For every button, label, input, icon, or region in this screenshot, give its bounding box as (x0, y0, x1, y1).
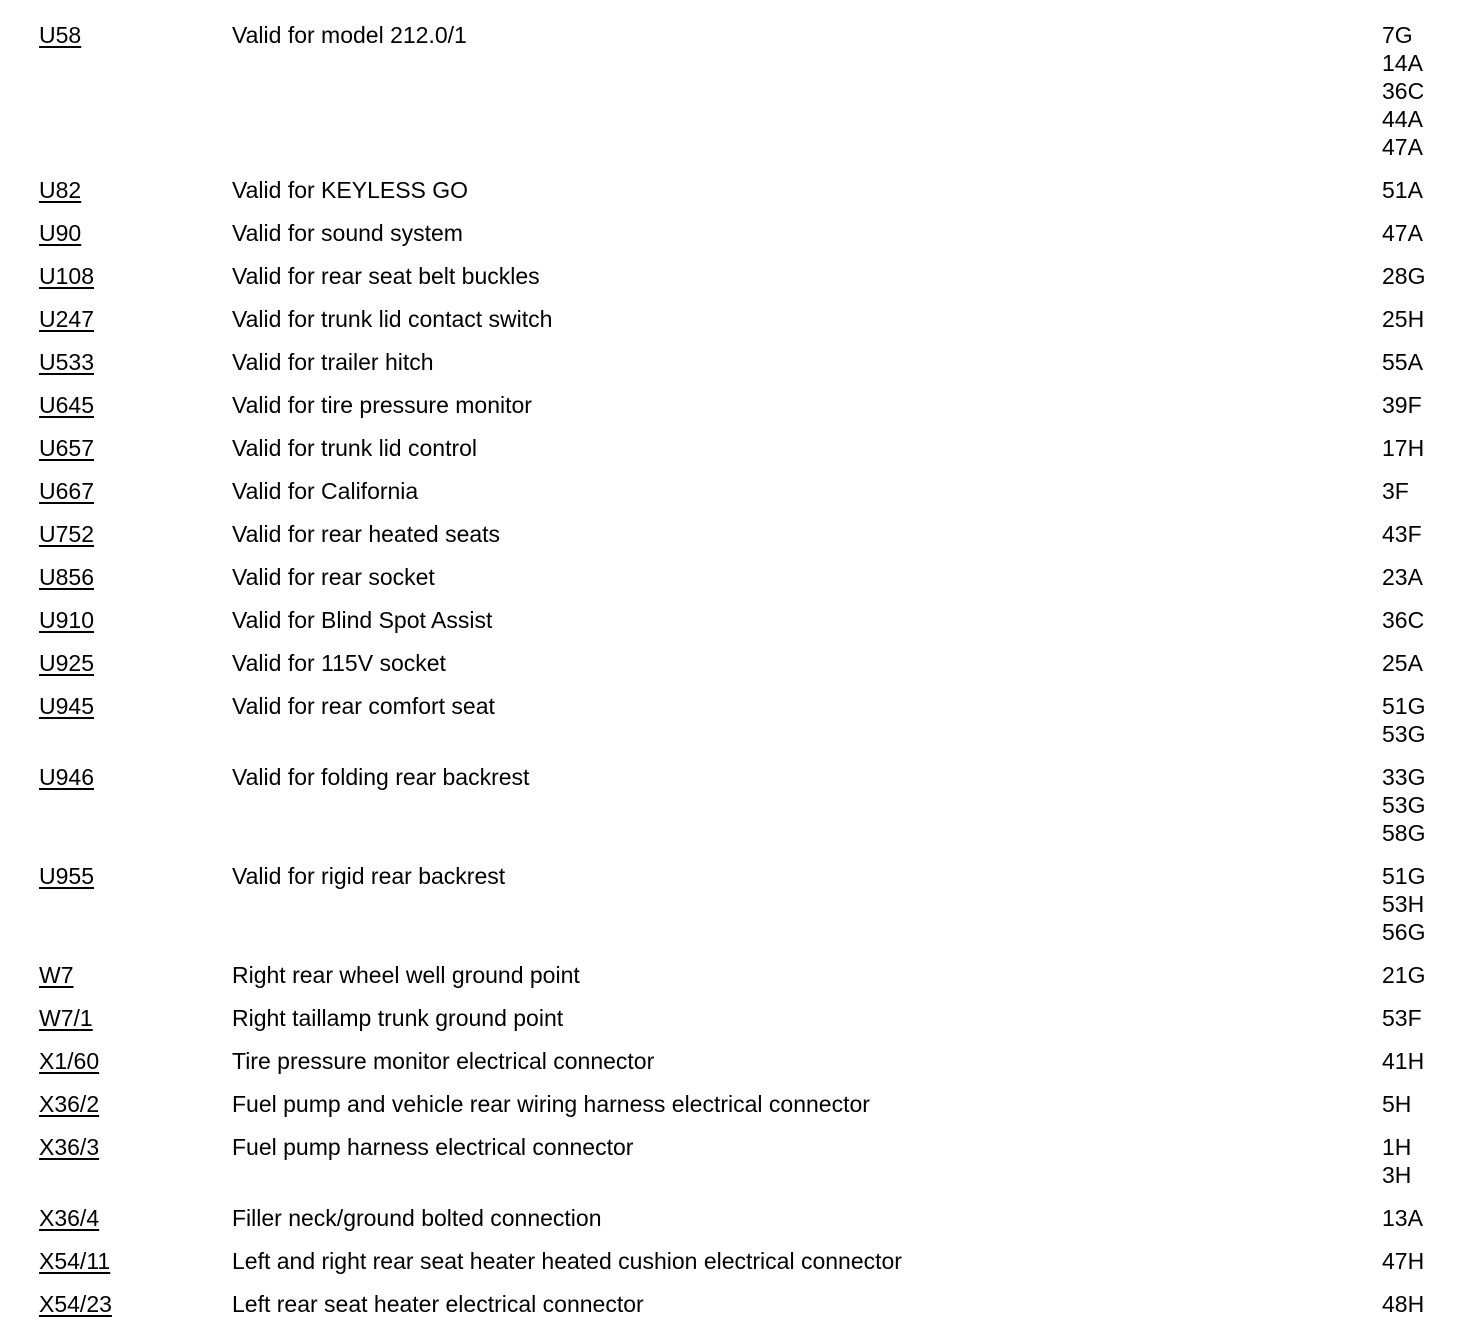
grid-reference: 58G (1382, 820, 1426, 846)
grid-reference-list (1382, 763, 1425, 847)
grid-reference: 17H (1382, 435, 1425, 461)
component-code-link[interactable]: U955 (39, 863, 94, 889)
component-code-link[interactable]: U533 (39, 349, 94, 375)
grid-reference-list (1382, 649, 1423, 677)
component-description: Valid for rear socket (232, 564, 435, 590)
grid-reference: 13A (1382, 1205, 1423, 1231)
grid-reference-list (1382, 434, 1424, 462)
grid-reference: 3H (1382, 1162, 1412, 1188)
grid-reference-list (1382, 262, 1425, 290)
grid-reference: 51A (1382, 177, 1423, 203)
component-description: Valid for rear heated seats (232, 521, 501, 547)
component-description: Tire pressure monitor electrical connector (232, 1048, 655, 1074)
component-code-link[interactable]: W7 (39, 962, 74, 988)
grid-reference-list (1382, 1290, 1424, 1318)
component-description: Valid for folding rear backrest (232, 764, 530, 790)
grid-reference-list (1382, 961, 1425, 989)
component-code-link[interactable]: U58 (39, 22, 82, 48)
grid-reference-list (1382, 391, 1422, 419)
grid-reference-list (1382, 1004, 1422, 1032)
grid-reference-list (1382, 21, 1424, 161)
component-code-link[interactable]: U247 (39, 306, 94, 332)
component-code-link[interactable]: U856 (39, 564, 94, 590)
component-code-link[interactable]: X1/60 (39, 1048, 100, 1074)
grid-reference: 51G (1382, 693, 1426, 719)
grid-reference-list (1382, 520, 1422, 548)
component-description: Valid for sound system (232, 220, 463, 246)
grid-reference: 55A (1382, 349, 1423, 375)
component-description: Valid for rigid rear backrest (232, 863, 506, 889)
component-description: Valid for model 212.0/1 (232, 22, 467, 48)
component-description: Valid for rear seat belt buckles (232, 263, 540, 289)
component-code-link[interactable]: U945 (39, 693, 94, 719)
grid-reference: 53G (1382, 721, 1426, 747)
grid-reference-list (1382, 692, 1425, 748)
component-description: Valid for California (232, 478, 419, 504)
component-description: Valid for 115V socket (232, 650, 446, 676)
grid-reference: 7G (1382, 22, 1413, 48)
component-code-link[interactable]: U910 (39, 607, 94, 633)
grid-reference: 44A (1382, 106, 1423, 132)
grid-reference: 23A (1382, 564, 1423, 590)
component-code-link[interactable]: X54/11 (39, 1248, 111, 1274)
grid-reference-list (1382, 219, 1423, 247)
grid-reference: 36C (1382, 607, 1425, 633)
component-code-link[interactable]: X36/2 (39, 1091, 100, 1117)
grid-reference: 28G (1382, 263, 1426, 289)
component-code-link[interactable]: U752 (39, 521, 94, 547)
grid-reference: 5H (1382, 1091, 1412, 1117)
grid-reference: 56G (1382, 919, 1426, 945)
component-code-link[interactable]: U645 (39, 392, 94, 418)
component-code-link[interactable]: X36/3 (39, 1134, 100, 1160)
component-description: Valid for rear comfort seat (232, 693, 495, 719)
component-description: Right rear wheel well ground point (232, 962, 580, 988)
component-description: Fuel pump harness electrical connector (232, 1134, 634, 1160)
grid-reference: 39F (1382, 392, 1422, 418)
grid-reference: 25H (1382, 306, 1425, 332)
grid-reference: 47H (1382, 1248, 1425, 1274)
component-description: Valid for Blind Spot Assist (232, 607, 493, 633)
component-description: Valid for trailer hitch (232, 349, 434, 375)
grid-reference-list (1382, 1090, 1411, 1118)
component-code-link[interactable]: U925 (39, 650, 94, 676)
grid-reference-list (1382, 305, 1424, 333)
component-description: Left rear seat heater electrical connector (232, 1291, 644, 1317)
component-code-link[interactable]: W7/1 (39, 1005, 93, 1031)
grid-reference: 1H (1382, 1134, 1412, 1160)
grid-reference: 41H (1382, 1048, 1425, 1074)
grid-reference-list (1382, 1133, 1411, 1189)
grid-reference-list (1382, 1047, 1424, 1075)
component-code-link[interactable]: X36/4 (39, 1205, 100, 1231)
grid-reference-list (1382, 862, 1425, 946)
grid-reference: 53F (1382, 1005, 1422, 1031)
grid-reference-list (1382, 1247, 1424, 1275)
component-code-link[interactable]: U108 (39, 263, 94, 289)
grid-reference: 36C (1382, 78, 1425, 104)
grid-reference: 47A (1382, 220, 1423, 246)
grid-reference-list (1382, 563, 1423, 591)
grid-reference-list (1382, 606, 1424, 634)
grid-reference: 14A (1382, 50, 1423, 76)
grid-reference-list (1382, 1204, 1423, 1232)
grid-reference-list (1382, 477, 1409, 505)
grid-reference: 43F (1382, 521, 1422, 547)
component-description: Right taillamp trunk ground point (232, 1005, 564, 1031)
component-description: Valid for tire pressure monitor (232, 392, 532, 418)
grid-reference: 51G (1382, 863, 1426, 889)
component-description: Fuel pump and vehicle rear wiring harness electrical connector (232, 1091, 870, 1117)
grid-reference: 53H (1382, 891, 1425, 917)
component-description: Left and right rear seat heater heated cushion electrical connector (232, 1248, 902, 1274)
grid-reference: 21G (1382, 962, 1426, 988)
component-code-link[interactable]: U82 (39, 177, 82, 203)
grid-reference: 53G (1382, 792, 1426, 818)
component-description: Valid for trunk lid contact switch (232, 306, 553, 332)
component-code-link[interactable]: U90 (39, 220, 82, 246)
grid-reference-list (1382, 176, 1423, 204)
component-description: Valid for KEYLESS GO (232, 177, 469, 203)
component-code-link[interactable]: U946 (39, 764, 94, 790)
grid-reference: 48H (1382, 1291, 1425, 1317)
component-description: Valid for trunk lid control (232, 435, 478, 461)
grid-reference-list (1382, 348, 1423, 376)
grid-reference: 3F (1382, 478, 1409, 504)
grid-reference: 33G (1382, 764, 1426, 790)
grid-reference: 47A (1382, 134, 1423, 160)
grid-reference: 25A (1382, 650, 1423, 676)
component-code-link[interactable]: U657 (39, 435, 94, 461)
component-code-link[interactable]: U667 (39, 478, 94, 504)
component-code-link[interactable]: X54/23 (39, 1291, 112, 1317)
component-description: Filler neck/ground bolted connection (232, 1205, 602, 1231)
